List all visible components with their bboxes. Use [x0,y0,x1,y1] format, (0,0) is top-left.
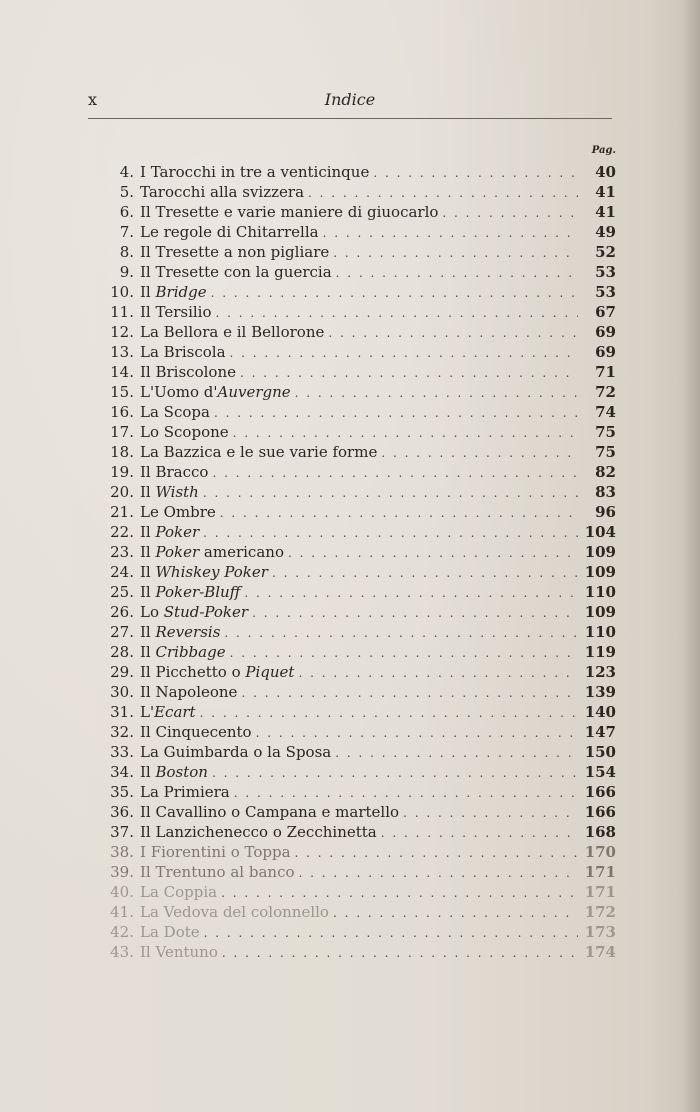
entry-title: La Briscola [140,343,226,361]
entry-title: La Coppia [140,883,218,901]
toc-entry [96,542,616,562]
entry-title: Il Bracco [140,463,209,481]
toc-entry [96,482,616,502]
leader-dots [299,863,579,883]
entry-title: Il Poker americano [140,543,284,561]
toc-entry [96,762,616,782]
entry-page: 53 [595,263,616,281]
entry-title: La Primiera [140,783,230,801]
entry-number: 12. [110,323,134,341]
entry-number: 40. [110,883,134,901]
entry-page: 171 [584,883,616,901]
toc-entry [96,242,616,262]
entry-title: I Fiorentini o Toppa [140,843,291,861]
toc-entry [96,782,616,802]
leader-dots [204,923,578,943]
entry-page: 166 [584,783,616,801]
entry-number: 23. [110,543,134,561]
entry-number: 21. [110,503,134,521]
table-of-contents [96,162,616,962]
entry-title: Lo Scopone [140,423,229,441]
running-title: Indice [324,90,376,109]
entry-page: 173 [584,923,616,941]
leader-dots [211,283,578,303]
entry-title: Il Napoleone [140,683,238,701]
entry-title: Il Picchetto o Piquet [140,663,295,681]
toc-entry [96,802,616,822]
toc-entry [96,582,616,602]
entry-page: 109 [584,603,616,621]
leader-dots [295,843,578,863]
leader-dots [203,483,578,503]
toc-entry [96,382,616,402]
toc-entry [96,502,616,522]
entry-page: 53 [595,283,616,301]
toc-entry [96,562,616,582]
toc-entry [96,342,616,362]
toc-entry [96,882,616,902]
leader-dots [244,583,578,603]
entry-page: 171 [584,863,616,881]
entry-title: La Bellora e il Bellorone [140,323,325,341]
toc-entry [96,722,616,742]
entry-number: 42. [110,923,134,941]
entry-page: 147 [584,723,616,741]
toc-entry [96,902,616,922]
entry-title: Il Tersilio [140,303,212,321]
entry-title: Il Briscolone [140,363,236,381]
leader-dots [230,643,578,663]
toc-entry [96,862,616,882]
leader-dots [288,543,578,563]
entry-number: 26. [110,603,134,621]
toc-entry [96,462,616,482]
entry-page: 49 [595,223,616,241]
entry-number: 25. [110,583,134,601]
leader-dots [234,783,578,803]
leader-dots [212,463,578,483]
entry-number: 19. [110,463,134,481]
entry-number: 28. [110,643,134,661]
entry-page: 168 [584,823,616,841]
entry-title: L'Ecart [140,703,196,721]
entry-number: 20. [110,483,134,501]
leader-dots [336,263,578,283]
toc-entry [96,642,616,662]
entry-page: 52 [595,243,616,261]
leader-dots [224,623,578,643]
entry-number: 11. [110,303,134,321]
entry-title: Il Poker-Bluff [140,583,241,601]
entry-number: 22. [110,523,134,541]
running-header [88,90,612,114]
entry-number: 8. [119,243,134,261]
header-rule [88,118,612,119]
entry-title: La Dote [140,923,200,941]
leader-dots [272,563,578,583]
leader-dots [381,823,578,843]
leader-dots [203,523,578,543]
entry-number: 14. [110,363,134,381]
toc-entry [96,682,616,702]
entry-page: 119 [584,643,616,661]
toc-entry [96,162,616,182]
entry-number: 24. [110,563,134,581]
entry-number: 43. [110,943,134,961]
entry-number: 4. [119,163,134,181]
entry-page: 109 [584,543,616,561]
leader-dots [333,903,578,923]
toc-entry [96,442,616,462]
entry-number: 39. [110,863,134,881]
entry-page: 75 [595,423,616,441]
entry-number: 9. [119,263,134,281]
entry-title: Il Reversis [140,623,221,641]
toc-entry [96,662,616,682]
entry-page: 67 [595,303,616,321]
leader-dots [240,363,578,383]
entry-title: Tarocchi alla svizzera [140,183,305,201]
entry-number: 17. [110,423,134,441]
entry-title: Il Trentuno al banco [140,863,295,881]
entry-number: 30. [110,683,134,701]
entry-page: 140 [584,703,616,721]
leader-dots [252,603,578,623]
entry-title: Il Cribbage [140,643,226,661]
entry-number: 5. [119,183,134,201]
entry-page: 174 [584,943,616,961]
entry-page: 172 [584,903,616,921]
toc-entry [96,922,616,942]
toc-entry [96,822,616,842]
entry-number: 10. [110,283,134,301]
toc-entry [96,842,616,862]
toc-entry [96,622,616,642]
entry-number: 6. [119,203,134,221]
entry-title: Il Cavallino o Campana e martello [140,803,400,821]
entry-number: 41. [110,903,134,921]
entry-number: 32. [110,723,134,741]
page-number-roman: x [88,90,99,109]
entry-page: 74 [595,403,616,421]
entry-number: 27. [110,623,134,641]
entry-page: 75 [595,443,616,461]
leader-dots [212,763,578,783]
entry-number: 36. [110,803,134,821]
entry-title: Il Tresette a non pigliare [140,243,330,261]
entry-title: Le regole di Chitarrella [140,223,319,241]
leader-dots [308,183,578,203]
entry-title: Lo Stud-Poker [140,603,249,621]
entry-page: 82 [595,463,616,481]
entry-number: 18. [110,443,134,461]
entry-page: 96 [595,503,616,521]
leader-dots [298,663,578,683]
leader-dots [256,723,578,743]
entry-title: Il Tresette con la guercia [140,263,332,281]
entry-page: 110 [584,623,616,641]
entry-number: 29. [110,663,134,681]
entry-title: Il Lanzichenecco o Zecchinetta [140,823,377,841]
entry-title: Il Wisth [140,483,199,501]
entry-number: 33. [110,743,134,761]
leader-dots [233,423,578,443]
leader-dots [230,343,578,363]
toc-entry [96,602,616,622]
entry-title: Il Cinquecento [140,723,252,741]
entry-page: 41 [595,203,616,221]
leader-dots [335,743,578,763]
toc-entry [96,262,616,282]
leader-dots [214,403,578,423]
toc-entry [96,362,616,382]
toc-entry [96,302,616,322]
toc-entry [96,402,616,422]
entry-page: 69 [595,343,616,361]
page-edge-shadow [682,0,700,1112]
entry-number: 37. [110,823,134,841]
toc-entry [96,282,616,302]
entry-title: Il Poker [140,523,200,541]
toc-entry [96,742,616,762]
entry-title: I Tarocchi in tre a venticinque [140,163,370,181]
entry-page: 139 [584,683,616,701]
leader-dots [442,203,578,223]
entry-page: 104 [584,523,616,541]
entry-title: Il Ventuno [140,943,218,961]
entry-title: Le Ombre [140,503,216,521]
toc-entry [96,522,616,542]
leader-dots [323,223,578,243]
toc-entry [96,422,616,442]
entry-number: 7. [119,223,134,241]
entry-number: 38. [110,843,134,861]
entry-title: Il Bridge [140,283,207,301]
entry-title: La Scopa [140,403,210,421]
entry-title: La Bazzica e le sue varie forme [140,443,378,461]
entry-page: 150 [584,743,616,761]
entry-number: 34. [110,763,134,781]
entry-page: 72 [595,383,616,401]
entry-title: La Guimbarda o la Sposa [140,743,332,761]
toc-entry [96,182,616,202]
entry-page: 123 [584,663,616,681]
entry-title: La Vedova del colonnello [140,903,329,921]
leader-dots [200,703,578,723]
entry-number: 35. [110,783,134,801]
entry-page: 40 [595,163,616,181]
leader-dots [216,303,579,323]
entry-title: Il Tresette e varie maniere di giuocarlo [140,203,439,221]
entry-page: 41 [595,183,616,201]
toc-entry [96,702,616,722]
entry-number: 15. [110,383,134,401]
toc-entry [96,222,616,242]
entry-page: 71 [595,363,616,381]
leader-dots [381,443,578,463]
entry-title: Il Boston [140,763,208,781]
entry-page: 166 [584,803,616,821]
toc-entry [96,202,616,222]
leader-dots [220,503,578,523]
page-column-label: Pag. [591,145,616,156]
leader-dots [221,883,578,903]
leader-dots [295,383,578,403]
leader-dots [222,943,578,963]
entry-page: 109 [584,563,616,581]
entry-number: 16. [110,403,134,421]
toc-entry [96,322,616,342]
entry-page: 170 [584,843,616,861]
entry-page: 110 [584,583,616,601]
entry-number: 13. [110,343,134,361]
entry-number: 31. [110,703,134,721]
leader-dots [373,163,578,183]
entry-title: L'Uomo d'Auvergne [140,383,291,401]
entry-page: 83 [595,483,616,501]
leader-dots [328,323,578,343]
leader-dots [333,243,578,263]
entry-page: 69 [595,323,616,341]
leader-dots [403,803,578,823]
entry-page: 154 [584,763,616,781]
leader-dots [241,683,578,703]
entry-title: Il Whiskey Poker [140,563,268,581]
toc-entry [96,942,616,962]
